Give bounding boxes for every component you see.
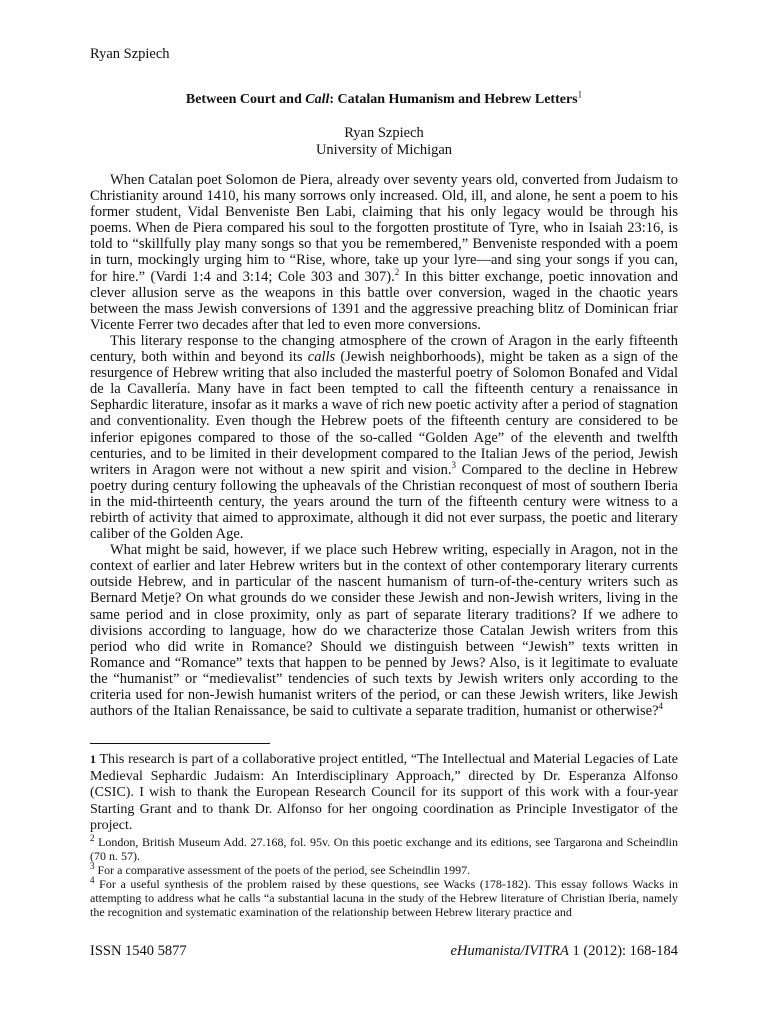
running-head: Ryan Szpiech xyxy=(90,46,170,62)
paragraph-2-text-a: This literary response to the changing atmosphere of the crown of Aragon in the early fifteenth century, both within and beyond its xyxy=(90,332,678,366)
footnote-4-mark: 4 xyxy=(90,874,95,885)
paragraph-2-text-b: (Jewish neighborhoods), might be taken as a sign of the resurgence of Hebrew writing that also included the masterful poetry of Solomon Bonafed and Vidal de la Cavallería. Many have in fact been tempted to call the fifteenth century a renaissance in Sephardic literature, insofar as it marks a wave of rich new poetic activity after a period of stagnation and conventionality. Even though the Hebrew poets of the fifteenth century are considered to be inferior epigones compared to those of the so-called “Golden Age” of the eleventh and twelfth centuries, and to be limited in their development compared to the Italian Jews of the period, Jewish writers in Aragon were not without a new spirit and vision. xyxy=(90,349,678,478)
footnote-1-text: This research is part of a collaborative project entitled, “The Intellectual and Material Legacies of Late Medieval Sephardic Judaism: An Interdisciplinary Approach,” directed by Dr. Esperanza Alfonso (CSIC). I wish to thank the European Research Council for its support of this work with a four-year Starting Grant and to thank Dr. Alfonso for her ongoing coordination as Principle Investigator of the project. xyxy=(90,752,678,833)
author-name: Ryan Szpiech xyxy=(344,125,424,141)
footnote-ref-1[interactable]: 1 xyxy=(577,89,583,100)
footer-volume-pages: 1 (2012): 168-184 xyxy=(568,943,678,959)
footer-issn: ISSN 1540 5877 xyxy=(90,943,187,959)
footnote-1 xyxy=(90,751,678,835)
author-affiliation: University of Michigan xyxy=(315,142,453,158)
footnote-2 xyxy=(90,832,678,863)
footnote-4 xyxy=(90,874,678,919)
footnote-ref-2[interactable]: 2 xyxy=(394,266,400,277)
footnote-ref-3[interactable]: 3 xyxy=(451,459,457,470)
author-block xyxy=(90,125,678,159)
footnotes xyxy=(90,751,678,919)
footer-citation xyxy=(450,943,678,960)
paragraph-1-text-b: In this bitter exchange, poetic innovation and clever allusion serve as the weapons in this battle over conversion, waged in the chaotic years between the mass Jewish conversions of 1391 and the aggressive preaching blitz of Dominican friar Vicente Ferrer two decades after that led to even more conversions. xyxy=(90,268,679,333)
paragraph-1-text-a: When Catalan poet Solomon de Piera, already over seventy years old, converted from Judaism to Christianity around 1410, his many sorrows only increased. Old, ill, and alone, he sent a poem to his former student, Vidal Benveniste Ben Labi, claiming that his only legacy would be through his poems. When de Piera compared his soul to the forgotten prostitute of Tyre, who in Isaiah 23:16, is told to “skillfully play many songs so that you be remembered,” Benveniste responded with a poem in turn, mockingly urging him to “Rise, whore, take up your lyre—and sing your songs if you can, for hire.” (Vardi 1:4 and 3:14; Cole 303 and 307). xyxy=(90,172,678,285)
paragraph-1 xyxy=(90,172,678,333)
footnote-divider xyxy=(90,743,270,744)
footnote-3-mark: 3 xyxy=(90,860,95,871)
paragraph-2-italic: calls xyxy=(307,349,336,366)
paragraph-2 xyxy=(90,333,678,542)
title-part-1: Between Court and xyxy=(185,92,306,107)
title-part-2: : Catalan Humanism and Hebrew Letters xyxy=(329,92,578,107)
footnote-2-mark: 2 xyxy=(90,832,95,843)
title-italic-word: Call xyxy=(305,92,330,107)
article-body xyxy=(90,172,678,719)
footnote-3-text: For a comparative assessment of the poets of the period, see Scheindlin 1997. xyxy=(94,862,471,877)
paragraph-3-text-a: What might be said, however, if we place such Hebrew writing, especially in Aragon, not in the context of earlier and later Hebrew writers but in the context of other contemporary literary currents outside Hebrew, and in particular of the nascent humanism of turn-of-the-century writers such as Bernard Metje? On what grounds do we consider these Jewish and non-Jewish writers, living in the same period and in close proximity, only as part of separate literary traditions? If we adhere to divisions according to language, how do we characterize those Catalan Jewish writers from this period who did write in Romance? Should we distinguish between “Jewish” texts written in Romance and “Romance” texts that happen to be penned by Jews? Also, is it legitimate to evaluate the “humanist” or “medievalist” tendencies of such texts by Jewish writers only according to the criteria used for non-Jewish humanist writers of the period, or can these Jewish writers, like Jewish authors of the Italian Renaissance, be said to cultivate a separate tradition, humanist or otherwise? xyxy=(90,542,678,720)
article-title xyxy=(90,89,678,108)
footnote-1-mark: 1 xyxy=(90,752,96,766)
footer-journal-name: eHumanista/IVITRA xyxy=(450,943,569,959)
paragraph-2-text-c: Compared to the decline in Hebrew poetry during century following the upheavals of the Christian reconquest of most of southern Iberia in the mid-thirteenth century, the years around the turn of the fifteenth century were witness to a rebirth of activity that aimed to approximate, although it did not ever surpass, the poetic and literary caliber of the Golden Age. xyxy=(90,461,678,543)
paragraph-3 xyxy=(90,542,678,719)
footnote-2-text: London, British Museum Add. 27.168, fol. 95v. On this poetic exchange and its editions, see Targarona and Scheindlin (70 n. 57). xyxy=(90,834,678,863)
footnote-3 xyxy=(90,860,678,877)
footnote-4-text: For a useful synthesis of the problem raised by these questions, see Wacks (178-182). This essay follows Wacks in attempting to address what he calls “a substantial lacuna in the study of the Hebrew literature of Christian Iberia, namely the recognition and systematic examination of the relationship between Hebrew literary practice and xyxy=(90,876,678,919)
footnote-ref-4[interactable]: 4 xyxy=(658,701,664,712)
